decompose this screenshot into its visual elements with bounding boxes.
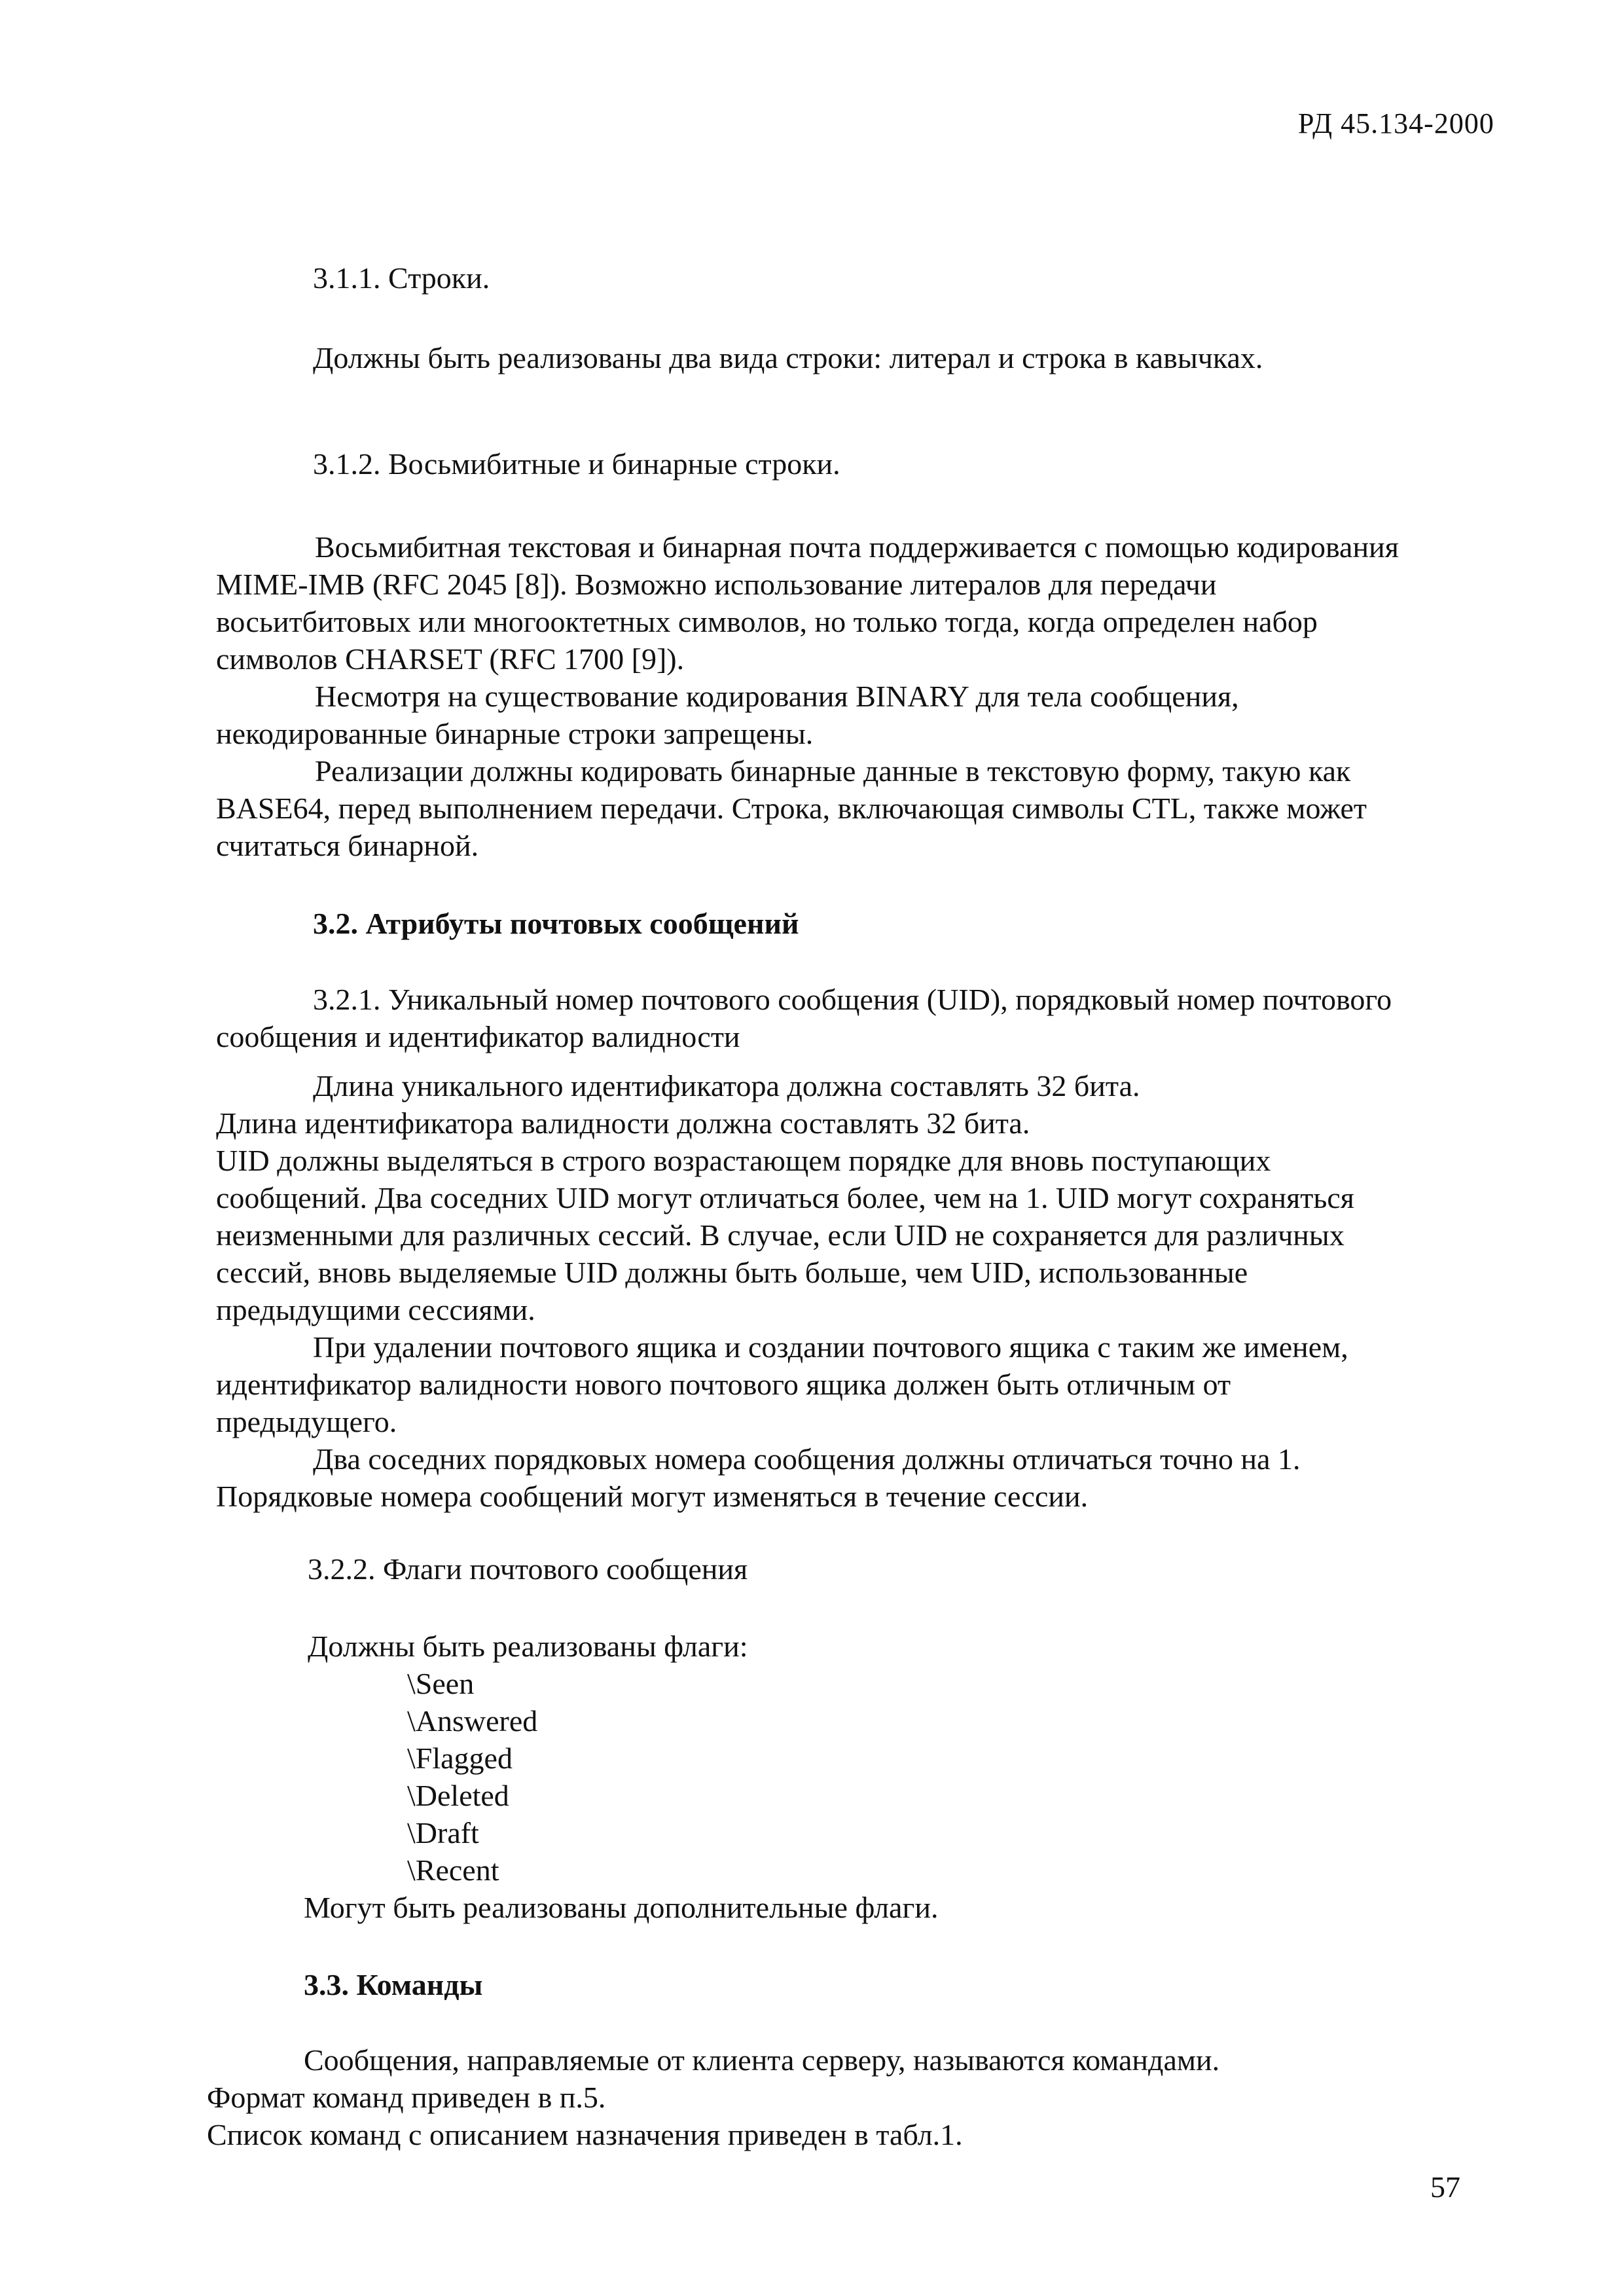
text-line: восьитбитовых или многооктетных символов, но только тогда, когда определен набор: [216, 605, 1318, 638]
text-line: Несмотря на существование кодирования BINARY для тела сообщения,: [315, 680, 1239, 713]
text-line: предыдущего.: [216, 1405, 397, 1438]
text-line: предыдущими сессиями.: [216, 1293, 535, 1326]
text-line: сессий, вновь выделяемые UID должны быть больше, чем UID, использованные: [216, 1256, 1248, 1289]
text-line: Восьмибитная текстовая и бинарная почта поддерживается с помощью кодирования: [315, 530, 1399, 564]
text-line: Сообщения, направляемые от клиента серверу, называются командами.: [304, 2043, 1220, 2077]
section-3-3-heading: 3.3. Команды: [304, 1968, 483, 2001]
text-line: сообщения и идентификатор валидности: [216, 1020, 740, 1053]
document-code: РД 45.134-2000: [1298, 107, 1494, 139]
flag-item: \Seen: [407, 1667, 475, 1700]
text-line: MIME-IMB (RFC 2045 [8]). Возможно использование литералов для передачи: [216, 568, 1217, 601]
text-line: Длина идентификатора валидности должна составлять 32 бита.: [216, 1106, 1030, 1140]
flag-item: \Flagged: [407, 1741, 513, 1775]
flag-item: \Draft: [407, 1816, 479, 1850]
text-line: При удалении почтового ящика и создании почтового ящика с таким же именем,: [313, 1330, 1348, 1364]
text-line: считаться бинарной.: [216, 829, 479, 862]
text-line: идентификатор валидности нового почтового ящика должен быть отличным от: [216, 1368, 1231, 1401]
section-3-1-1-heading: 3.1.1. Строки.: [313, 261, 490, 295]
flag-item: \Deleted: [407, 1779, 509, 1812]
section-3-1-2-heading: 3.1.2. Восьмибитные и бинарные строки.: [313, 447, 840, 481]
text-line: неизменными для различных сессий. В случае, если UID не сохраняется для различных: [216, 1218, 1344, 1252]
text-line: Формат команд приведен в п.5.: [207, 2081, 606, 2114]
section-3-2-heading: 3.2. Атрибуты почтовых сообщений: [313, 907, 799, 940]
text-line: 3.2.1. Уникальный номер почтового сообщения (UID), порядковый номер почтового: [313, 983, 1392, 1016]
text-line: Реализации должны кодировать бинарные данные в текстовую форму, такую как: [315, 754, 1351, 788]
text-line: Список команд с описанием назначения приведен в табл.1.: [207, 2118, 963, 2151]
text-line: некодированные бинарные строки запрещены.: [216, 717, 814, 750]
text-line: Порядковые номера сообщений могут изменяться в течение сессии.: [216, 1480, 1089, 1513]
text-line: символов CHARSET (RFC 1700 [9]).: [216, 642, 685, 676]
flag-item: \Recent: [407, 1853, 499, 1887]
page-number: 57: [1430, 2170, 1460, 2204]
flags-intro: Должны быть реализованы флаги:: [308, 1630, 748, 1663]
flags-outro: Могут быть реализованы дополнительные флаги.: [304, 1891, 939, 1924]
text-line: BASE64, перед выполнением передачи. Строка, включающая символы CTL, также может: [216, 792, 1367, 825]
text-line: Длина уникального идентификатора должна составлять 32 бита.: [313, 1069, 1140, 1102]
text-line: UID должны выделяться в строго возрастающем порядке для вновь поступающих: [216, 1144, 1271, 1177]
flag-item: \Answered: [407, 1704, 538, 1738]
section-3-2-2-heading: 3.2.2. Флаги почтового сообщения: [308, 1552, 748, 1586]
text-line: сообщений. Два соседних UID могут отличаться более, чем на 1. UID могут сохраняться: [216, 1181, 1354, 1214]
section-3-1-1-text: Должны быть реализованы два вида строки: литерал и строка в кавычках.: [313, 341, 1263, 374]
text-line: Два соседних порядковых номера сообщения должны отличаться точно на 1.: [313, 1442, 1301, 1476]
